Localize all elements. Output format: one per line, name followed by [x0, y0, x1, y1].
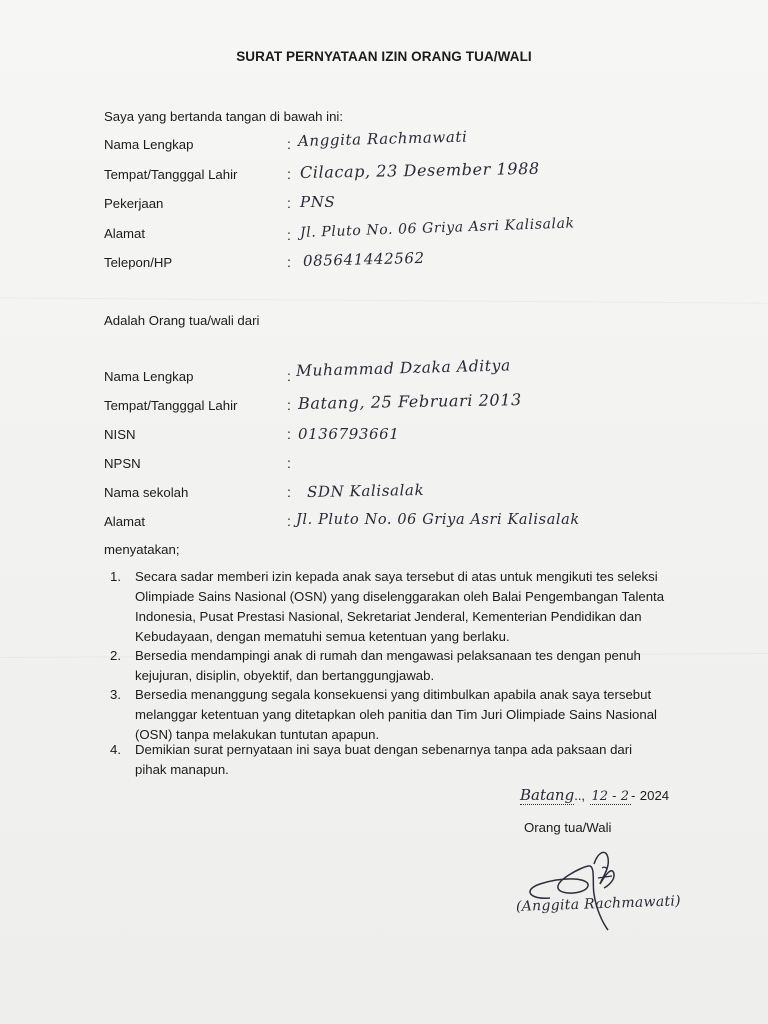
statement-number: 2.	[110, 648, 121, 663]
parent-phone-label: Telepon/HP	[104, 255, 173, 270]
statement-line: Kebudayaan, dengan mematuhi semua ketentuan yang berlaku.	[135, 629, 510, 644]
statement-line: (OSN) tanpa melakukan tuntutan apapun.	[135, 727, 380, 742]
parent-address-value: Jl. Pluto No. 06 Griya Asri Kalisalak	[299, 215, 575, 241]
parent-job-value: PNS	[300, 193, 336, 211]
colon: :	[287, 368, 291, 384]
child-birth-value: Batang, 25 Februari 2013	[297, 390, 522, 413]
parent-name-label: Nama Lengkap	[104, 137, 194, 152]
child-nisn-value: 0136793661	[298, 425, 400, 443]
child-school-label: Nama sekolah	[104, 485, 189, 500]
parent-name-value: Anggita Rachmawati	[297, 127, 468, 150]
colon: :	[287, 426, 291, 442]
date-handwritten: 12 - 2	[591, 789, 629, 804]
date-line: Batang.., 12 - 2 - 2024	[520, 786, 670, 804]
statement-line: Bersedia menanggung segala konsekuensi yang ditimbulkan apabila anak saya tersebut	[135, 687, 652, 702]
document-title: SURAT PERNYATAAN IZIN ORANG TUA/WALI	[236, 49, 532, 64]
statement-line: pihak manapun.	[135, 762, 229, 777]
statement-line: Secara sadar memberi izin kepada anak saya tersebut di atas untuk mengikuti tes seleksi	[135, 569, 658, 584]
parent-phone-value: 085641442562	[302, 248, 425, 270]
parent-address-label: Alamat	[104, 226, 146, 241]
statement-line: Bersedia mendampingi anak di rumah dan mengawasi pelaksanaan tes dengan penuh	[135, 648, 641, 663]
colon: :	[287, 254, 291, 270]
signature-scribble	[510, 838, 710, 938]
colon: :	[287, 397, 291, 413]
statement-item	[135, 567, 700, 647]
parent-birth-label: Tempat/Tangggal Lahir	[104, 167, 238, 182]
statement-line: kejujuran, disiplin, obyektif, dan bertanggungjawab.	[135, 668, 435, 683]
colon: :	[287, 166, 291, 182]
statement-number: 1.	[110, 569, 121, 584]
statement-item	[135, 646, 700, 686]
statement-line: melanggar ketentuan yang ditetapkan oleh panitia dan Tim Juri Olimpiade Sains Nasional	[135, 707, 657, 722]
colon: :	[287, 136, 291, 152]
statement-item	[135, 740, 700, 780]
statement-line: Demikian surat pernyataan ini saya buat dengan sebenarnya tanpa ada paksaan dari	[135, 742, 633, 757]
place-handwritten: Batang	[520, 786, 575, 804]
statement-line: Indonesia, Pusat Prestasi Nasional, Sekretariat Jenderal, Kementerian Pendidikan dan	[135, 609, 642, 624]
colon: :	[287, 195, 291, 211]
intro-text: Saya yang bertanda tangan di bawah ini:	[104, 109, 344, 124]
signer-role: Orang tua/Wali	[524, 820, 612, 835]
child-name-label: Nama Lengkap	[104, 369, 194, 384]
statement-number: 3.	[110, 687, 121, 702]
child-address-label: Alamat	[104, 514, 146, 529]
date-year: 2024	[639, 788, 670, 803]
colon: :	[287, 513, 291, 529]
paper-crease	[0, 297, 768, 303]
colon: :	[287, 484, 291, 500]
child-npsn-label: NPSN	[104, 456, 141, 471]
colon: :	[287, 455, 291, 471]
parent-birth-value: Cilacap, 23 Desember 1988	[299, 158, 540, 182]
statement-number: 4.	[110, 742, 121, 757]
statement-line: Olimpiade Sains Nasional (OSN) yang diselenggarakan oleh Balai Pengembangan Talenta	[135, 589, 665, 604]
parent-job-label: Pekerjaan	[104, 196, 164, 211]
colon: :	[287, 227, 291, 243]
child-name-value: Muhammad Dzaka Aditya	[295, 356, 512, 380]
child-birth-label: Tempat/Tangggal Lahir	[104, 398, 238, 413]
signer-name-handwritten: (Anggita Rachmawati)	[515, 893, 682, 915]
declare-text: menyatakan;	[104, 542, 180, 557]
relation-text: Adalah Orang tua/wali dari	[104, 313, 260, 328]
child-school-value: SDN Kalisalak	[306, 480, 425, 501]
child-address-value: Jl. Pluto No. 06 Griya Asri Kalisalak	[296, 512, 580, 528]
child-nisn-label: NISN	[104, 427, 136, 442]
statement-item	[135, 685, 700, 745]
